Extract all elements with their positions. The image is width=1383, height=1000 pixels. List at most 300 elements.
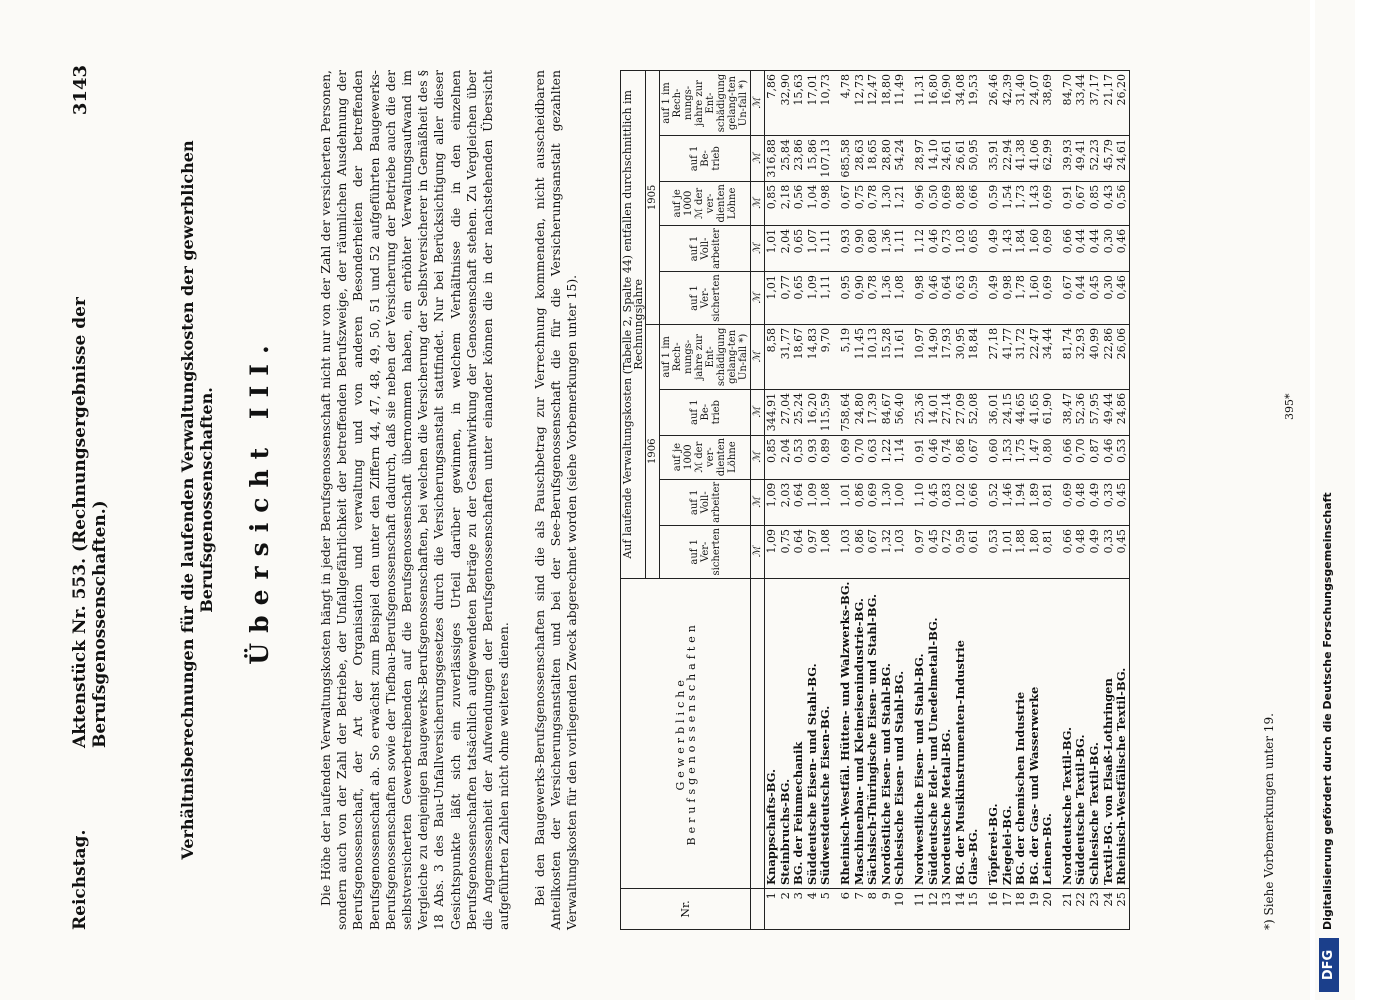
value-cell-1906-4: 27,14 — [940, 389, 954, 435]
value-cell-1906-5: 5,19 — [839, 324, 853, 389]
row-number: 3 — [792, 889, 806, 930]
value-cell-1906-2: 1,10 — [913, 479, 927, 525]
value-cell-1906-5: 14,83 — [806, 324, 820, 389]
value-cell-1905-3: 1,43 — [1028, 181, 1042, 225]
value-cell-1906-2: 1,08 — [819, 479, 833, 525]
value-cell-1905-4: 25,84 — [779, 136, 793, 182]
value-cell-1906-5: 18,67 — [792, 324, 806, 389]
row-number: 13 — [940, 889, 954, 930]
value-cell-1906-3: 0,63 — [866, 435, 880, 479]
value-cell-1905-4: 23,86 — [792, 136, 806, 182]
value-cell-1905-4: 28,63 — [853, 136, 867, 182]
col-header-1906-5: auf 1 im Rech-nungs-jahre zur Ent-schädigung gelang-ten Un-fall *) — [660, 324, 751, 389]
value-cell-1905-2: 0,66 — [1061, 225, 1075, 271]
value-cell-1906-4: 14,01 — [927, 389, 941, 435]
value-cell-1905-4: 24,61 — [1115, 136, 1129, 182]
value-cell-1906-1: 1,09 — [765, 525, 779, 578]
value-cell-1906-3: 0,60 — [987, 435, 1001, 479]
row-number: 2 — [779, 889, 793, 930]
value-cell-1906-2: 0,33 — [1102, 479, 1116, 525]
value-cell-1905-3: 1,54 — [1001, 181, 1015, 225]
value-cell-1906-4: 52,08 — [967, 389, 981, 435]
value-cell-1905-4: 28,80 — [880, 136, 894, 182]
col-header-1906-1: auf 1 Ver-sicherten — [660, 525, 751, 578]
value-cell-1905-2: 1,43 — [1001, 225, 1015, 271]
value-cell-1905-1: 0,44 — [1074, 272, 1088, 325]
value-cell-1905-4: 107,13 — [819, 136, 833, 182]
value-cell-1905-1: 1,08 — [893, 272, 907, 325]
row-number: 20 — [1041, 889, 1055, 930]
value-cell-1906-2: 0,66 — [967, 479, 981, 525]
value-cell-1906-2: 1,89 — [1028, 479, 1042, 525]
value-cell-1906-3: 0,70 — [1074, 435, 1088, 479]
value-cell-1905-2: 0,65 — [792, 225, 806, 271]
table-row — [806, 71, 820, 930]
value-cell-1905-5: 16,90 — [940, 71, 954, 136]
value-cell-1905-5: 21,17 — [1102, 71, 1116, 136]
value-cell-1905-3: 0,69 — [1041, 181, 1055, 225]
row-number: 18 — [1014, 889, 1028, 930]
value-cell-1905-3: 0,66 — [967, 181, 981, 225]
value-cell-1906-3: 1,14 — [893, 435, 907, 479]
table-row — [1014, 71, 1028, 930]
value-cell-1906-5: 10,13 — [866, 324, 880, 389]
row-number: 12 — [927, 889, 941, 930]
row-name: Süddeutsche Edel- und Unedelmetall-BG. — [927, 578, 941, 888]
value-cell-1906-3: 1,75 — [1014, 435, 1028, 479]
table-row — [1102, 71, 1116, 930]
value-cell-1906-3: 0,67 — [967, 435, 981, 479]
col-header-1906-2: auf 1 Voll-arbeiter — [660, 479, 751, 525]
row-number: 24 — [1102, 889, 1116, 930]
value-cell-1906-1: 0,97 — [913, 525, 927, 578]
value-cell-1905-4: 52,23 — [1088, 136, 1102, 182]
value-cell-1905-3: 0,96 — [913, 181, 927, 225]
value-cell-1906-5: 8,58 — [765, 324, 779, 389]
value-cell-1906-3: 0,80 — [1041, 435, 1055, 479]
row-number: 19 — [1028, 889, 1042, 930]
value-cell-1905-5: 33,44 — [1074, 71, 1088, 136]
value-cell-1905-5: 32,90 — [779, 71, 793, 136]
table-row — [893, 71, 907, 930]
value-cell-1906-2: 1,30 — [880, 479, 894, 525]
value-cell-1906-3: 1,53 — [1001, 435, 1015, 479]
row-number: 1 — [765, 889, 779, 930]
unit-1906-4: ℳ — [751, 389, 765, 435]
row-name: Rheinisch-Westfäl. Hütten- und Walzwerks-BG. — [839, 578, 853, 888]
col-header-1905-2: auf 1 Voll-arbeiter — [660, 225, 751, 271]
value-cell-1906-3: 2,04 — [779, 435, 793, 479]
value-cell-1905-5: 4,78 — [839, 71, 853, 136]
table-subtitle: Übersicht III. — [245, 335, 274, 665]
value-cell-1905-5: 26,46 — [987, 71, 1001, 136]
col-header-1905-3: auf je 1000 ℳ der ver-dienten Löhne — [660, 181, 751, 225]
value-cell-1905-4: 316,88 — [765, 136, 779, 182]
col-name-header-bottom: Berufsgenossenschaften — [684, 621, 698, 846]
value-cell-1905-1: 0,98 — [1001, 272, 1015, 325]
table-row — [866, 71, 880, 930]
value-cell-1906-1: 0,45 — [1115, 525, 1129, 578]
value-cell-1906-5: 41,77 — [1001, 324, 1015, 389]
table-row — [1061, 71, 1075, 930]
value-cell-1905-1: 0,90 — [853, 272, 867, 325]
value-cell-1906-4: 38,47 — [1061, 389, 1075, 435]
value-cell-1905-2: 0,80 — [866, 225, 880, 271]
value-cell-1905-3: 2,18 — [779, 181, 793, 225]
value-cell-1906-1: 1,03 — [839, 525, 853, 578]
value-cell-1906-1: 0,48 — [1074, 525, 1088, 578]
value-cell-1906-4: 57,95 — [1088, 389, 1102, 435]
table-row — [765, 71, 779, 930]
value-cell-1906-2: 0,81 — [1041, 479, 1055, 525]
dfg-logo: DFG — [1319, 938, 1339, 992]
value-cell-1906-2: 1,46 — [1001, 479, 1015, 525]
value-cell-1906-5: 22,47 — [1028, 324, 1042, 389]
value-cell-1905-2: 1,01 — [765, 225, 779, 271]
header-page-number: 3143 — [70, 65, 91, 116]
value-cell-1905-5: 16,80 — [927, 71, 941, 136]
value-cell-1905-3: 0,56 — [792, 181, 806, 225]
value-cell-1905-5: 7,86 — [765, 71, 779, 136]
unit-1906-2: ℳ — [751, 479, 765, 525]
value-cell-1906-3: 0,87 — [1088, 435, 1102, 479]
value-cell-1905-4: 22,94 — [1001, 136, 1015, 182]
value-cell-1906-5: 11,45 — [853, 324, 867, 389]
value-cell-1905-2: 0,46 — [927, 225, 941, 271]
group-header: Auf laufende Verwaltungskosten (Tabelle 2, Spalte 44) entfallen durchschnittlich im Rechnungsjahre — [621, 71, 646, 579]
row-number: 23 — [1088, 889, 1102, 930]
value-cell-1906-2: 1,09 — [806, 479, 820, 525]
value-cell-1906-2: 1,01 — [839, 479, 853, 525]
value-cell-1906-5: 27,18 — [987, 324, 1001, 389]
value-cell-1906-2: 0,83 — [940, 479, 954, 525]
value-cell-1906-4: 49,44 — [1102, 389, 1116, 435]
value-cell-1906-4: 17,39 — [866, 389, 880, 435]
row-name: BG. der Gas- und Wasserwerke — [1028, 578, 1042, 888]
value-cell-1905-4: 41,06 — [1028, 136, 1042, 182]
value-cell-1906-4: 24,15 — [1001, 389, 1015, 435]
value-cell-1905-4: 41,38 — [1014, 136, 1028, 182]
row-number: 21 — [1061, 889, 1075, 930]
value-cell-1906-2: 0,49 — [1088, 479, 1102, 525]
value-cell-1906-3: 0,70 — [853, 435, 867, 479]
value-cell-1905-1: 1,60 — [1028, 272, 1042, 325]
value-cell-1905-2: 1,12 — [913, 225, 927, 271]
table-row — [880, 71, 894, 930]
row-name: Glas-BG. — [967, 578, 981, 888]
value-cell-1906-5: 31,72 — [1014, 324, 1028, 389]
value-cell-1906-2: 0,48 — [1074, 479, 1088, 525]
value-cell-1905-1: 0,95 — [839, 272, 853, 325]
value-cell-1905-2: 0,44 — [1088, 225, 1102, 271]
row-number: 5 — [819, 889, 833, 930]
value-cell-1905-2: 1,60 — [1028, 225, 1042, 271]
value-cell-1905-2: 0,73 — [940, 225, 954, 271]
row-name: Rheinisch-Westfälische Textil-BG. — [1115, 578, 1129, 888]
value-cell-1905-4: 26,61 — [954, 136, 968, 182]
unit-1905-5: ℳ — [751, 71, 765, 136]
value-cell-1905-1: 1,78 — [1014, 272, 1028, 325]
value-cell-1905-1: 0,63 — [954, 272, 968, 325]
section-title: Verhältnisberechnungen für die laufenden Verwaltungskosten der gewerblichen Berufsgenossenschaften. — [178, 140, 216, 860]
value-cell-1905-5: 19,53 — [967, 71, 981, 136]
value-cell-1905-3: 0,85 — [765, 181, 779, 225]
row-number: 4 — [806, 889, 820, 930]
value-cell-1905-3: 0,91 — [1061, 181, 1075, 225]
value-cell-1905-5: 26,20 — [1115, 71, 1129, 136]
value-cell-1906-5: 26,06 — [1115, 324, 1129, 389]
value-cell-1906-1: 1,03 — [893, 525, 907, 578]
value-cell-1905-2: 0,93 — [839, 225, 853, 271]
table-row — [792, 71, 806, 930]
value-cell-1905-3: 0,75 — [853, 181, 867, 225]
value-cell-1905-3: 0,85 — [1088, 181, 1102, 225]
table-row — [1074, 71, 1088, 930]
value-cell-1906-4: 84,67 — [880, 389, 894, 435]
value-cell-1906-1: 0,97 — [806, 525, 820, 578]
value-cell-1905-5: 24,07 — [1028, 71, 1042, 136]
value-cell-1906-1: 0,86 — [853, 525, 867, 578]
value-cell-1905-4: 14,10 — [927, 136, 941, 182]
value-cell-1905-5: 18,80 — [880, 71, 894, 136]
value-cell-1906-4: 27,04 — [779, 389, 793, 435]
row-name: Steinbruchs-BG. — [779, 578, 793, 888]
row-name: Sächsisch-Thüringische Eisen- und Stahl-BG. — [866, 578, 880, 888]
value-cell-1906-1: 0,64 — [792, 525, 806, 578]
row-name: Knappschafts-BG. — [765, 578, 779, 888]
value-cell-1906-3: 0,46 — [927, 435, 941, 479]
value-cell-1905-1: 0,59 — [967, 272, 981, 325]
col-nr-header: Nr. — [621, 889, 751, 930]
table-row — [1028, 71, 1042, 930]
value-cell-1905-5: 12,47 — [866, 71, 880, 136]
table-row — [1001, 71, 1015, 930]
value-cell-1906-4: 41,65 — [1028, 389, 1042, 435]
value-cell-1905-1: 0,46 — [1115, 272, 1129, 325]
value-cell-1905-4: 39,93 — [1061, 136, 1075, 182]
value-cell-1906-5: 81,74 — [1061, 324, 1075, 389]
value-cell-1906-1: 1,88 — [1014, 525, 1028, 578]
value-cell-1906-3: 0,93 — [806, 435, 820, 479]
value-cell-1906-5: 32,93 — [1074, 324, 1088, 389]
value-cell-1906-3: 1,47 — [1028, 435, 1042, 479]
row-name: Nordwestliche Eisen- und Stahl-BG. — [913, 578, 927, 888]
col-header-1906-3: auf je 1000 ℳ der ver-dienten Löhne — [660, 435, 751, 479]
row-number: 16 — [987, 889, 1001, 930]
row-number: 17 — [1001, 889, 1015, 930]
value-cell-1905-2: 0,49 — [987, 225, 1001, 271]
value-cell-1905-3: 0,56 — [1115, 181, 1129, 225]
table-row — [913, 71, 927, 930]
value-cell-1906-5: 18,84 — [967, 324, 981, 389]
value-cell-1905-4: 685,58 — [839, 136, 853, 182]
value-cell-1906-1: 0,53 — [987, 525, 1001, 578]
value-cell-1905-5: 10,73 — [819, 71, 833, 136]
value-cell-1905-4: 49,41 — [1074, 136, 1088, 182]
value-cell-1906-4: 758,64 — [839, 389, 853, 435]
value-cell-1905-1: 0,69 — [1041, 272, 1055, 325]
value-cell-1906-1: 0,49 — [1088, 525, 1102, 578]
paragraph-intro: Die Höhe der laufenden Verwaltungskosten hängt in jeder Berufsgenossenschaft nicht nur von der Zahl der versicherten Personen, sondern auch von der Zahl der Betriebe, der Unfallgefährlichkeit der betreffenden Berufszweige, der räumlichen Ausdehnung der Berufsgenossenschaft, der Art der Organisation und verwaltung und von anderen Besonderheiten der betreffenden Berufsgenossenschaft ab. So erwächst zum Beispiel den unter den Ziffern 44, 47, 48, 49, 50, 51 und 52 aufgeführten Baugewerks-Berufsgenossenschaften sowie der Tiefbau-Berufsgenossenschaft dadurch, daß sie neben der Versicherung der Betriebe auch die der selbstversicherten Gewerbetreibenden auf die Berufsgenossenschaft übernommen haben, ein erhöhter Verwaltungsaufwand im Vergleiche zu denjenigen Baugewerks-Berufsgenossenschaften, bei welchen die Versicherung der Selbstversicherer in Gemäßheit des § 18 Abs. 3 des Bau-Unfallversicherungsgesetzes durch die Versicherungsanstalt stattfindet. Nur bei Berücksichtigung aller dieser Gesichtspunkte läßt sich ein zuverlässiges Urteil darüber gewinnen, in welchem Verhältnisse die in den einzelnen Berufsgenossenschaften tatsächlich aufgewendeten Beträge zu der Gesamtwirkung der Genossenschaft stehen. Zu Vergleichen über die Angemessenheit der Aufwendungen der Berufsgenossenschaften unter einander können die in der nachstehenden Übersicht aufgeführten Zahlen nicht ohne weiteres dienen. — [318, 70, 512, 930]
value-cell-1905-2: 0,69 — [1041, 225, 1055, 271]
value-cell-1906-2: 0,86 — [853, 479, 867, 525]
footnote: *) Siehe Vorbemerkungen unter 19. — [1262, 713, 1276, 930]
value-cell-1906-2: 2,03 — [779, 479, 793, 525]
page-header — [70, 65, 110, 930]
row-number: 22 — [1074, 889, 1088, 930]
value-cell-1905-2: 1,07 — [806, 225, 820, 271]
table-row — [1115, 71, 1129, 930]
cost-table — [620, 70, 1130, 930]
value-cell-1905-3: 0,78 — [866, 181, 880, 225]
row-number: 10 — [893, 889, 907, 930]
side-strip — [1315, 0, 1355, 1000]
value-cell-1906-5: 22,86 — [1102, 324, 1116, 389]
value-cell-1906-2: 1,94 — [1014, 479, 1028, 525]
value-cell-1906-1: 0,45 — [927, 525, 941, 578]
unit-1906-1: ℳ — [751, 525, 765, 578]
value-cell-1906-4: 44,65 — [1014, 389, 1028, 435]
table-row — [927, 71, 941, 930]
row-name: Schlesische Eisen- und Stahl-BG. — [893, 578, 907, 888]
value-cell-1905-3: 1,21 — [893, 181, 907, 225]
row-name: Südwestdeutsche Eisen-BG. — [819, 578, 833, 888]
value-cell-1906-1: 0,33 — [1102, 525, 1116, 578]
value-cell-1905-1: 0,49 — [987, 272, 1001, 325]
value-cell-1905-3: 0,59 — [987, 181, 1001, 225]
value-cell-1906-3: 0,91 — [913, 435, 927, 479]
value-cell-1905-2: 1,03 — [954, 225, 968, 271]
paragraph-note: Bei den Baugewerks-Berufsgenossenschaften sind die als Pauschbetrag zur Verrechnung kommenden, nicht ausscheidbaren Anteilkosten der Versicherungsanstalten und bei der See-Berufsgenossenschaft die für die Versicherungsanstalt gezahlten Verwaltungskosten für den vorliegenden Zweck abgerechnet worden (siehe Vorbemerkungen unter 15). — [532, 70, 580, 930]
page-number: 395* — [1283, 393, 1296, 420]
row-number: 7 — [853, 889, 867, 930]
value-cell-1905-4: 45,79 — [1102, 136, 1116, 182]
table-row — [853, 71, 867, 930]
value-cell-1905-4: 15,86 — [806, 136, 820, 182]
table-row — [839, 71, 853, 930]
value-cell-1905-4: 18,65 — [866, 136, 880, 182]
value-cell-1906-1: 0,67 — [866, 525, 880, 578]
value-cell-1905-2: 1,36 — [880, 225, 894, 271]
value-cell-1905-2: 0,44 — [1074, 225, 1088, 271]
value-cell-1906-1: 1,32 — [880, 525, 894, 578]
value-cell-1905-4: 50,95 — [967, 136, 981, 182]
table-row — [940, 71, 954, 930]
value-cell-1905-4: 28,97 — [913, 136, 927, 182]
value-cell-1906-3: 0,74 — [940, 435, 954, 479]
value-cell-1905-5: 84,70 — [1061, 71, 1075, 136]
table-row — [967, 71, 981, 930]
row-number: 6 — [839, 889, 853, 930]
col-header-1906-4: auf 1 Be-trieb — [660, 389, 751, 435]
value-cell-1905-3: 1,04 — [806, 181, 820, 225]
value-cell-1906-4: 56,40 — [893, 389, 907, 435]
value-cell-1905-5: 42,39 — [1001, 71, 1015, 136]
row-name: Maschinenbau- und Kleineisenindustrie-BG. — [853, 578, 867, 888]
row-name: Süddeutsche Textil-BG. — [1074, 578, 1088, 888]
row-name: Norddeutsche Textil-BG. — [1061, 578, 1075, 888]
value-cell-1905-1: 1,36 — [880, 272, 894, 325]
value-cell-1906-1: 1,80 — [1028, 525, 1042, 578]
value-cell-1905-2: 2,04 — [779, 225, 793, 271]
value-cell-1905-1: 0,30 — [1102, 272, 1116, 325]
digitization-credit: Digitalisierung gefördert durch die Deutsche Forschungsgemeinschaft — [1321, 492, 1334, 930]
row-name: Nordöstliche Eisen- und Stahl-BG. — [880, 578, 894, 888]
value-cell-1905-1: 0,46 — [927, 272, 941, 325]
value-cell-1906-3: 0,53 — [792, 435, 806, 479]
value-cell-1905-1: 0,65 — [792, 272, 806, 325]
value-cell-1906-5: 14,90 — [927, 324, 941, 389]
value-cell-1905-3: 0,88 — [954, 181, 968, 225]
value-cell-1905-5: 38,69 — [1041, 71, 1055, 136]
value-cell-1906-2: 1,09 — [765, 479, 779, 525]
value-cell-1906-4: 25,24 — [792, 389, 806, 435]
value-cell-1906-1: 0,66 — [1061, 525, 1075, 578]
value-cell-1905-3: 1,73 — [1014, 181, 1028, 225]
value-cell-1906-4: 61,90 — [1041, 389, 1055, 435]
value-cell-1906-5: 34,44 — [1041, 324, 1055, 389]
row-number: 25 — [1115, 889, 1129, 930]
row-name: Textil-BG. von Elsaß-Lothringen — [1102, 578, 1116, 888]
row-number: 15 — [967, 889, 981, 930]
value-cell-1905-1: 0,64 — [940, 272, 954, 325]
unit-1905-1: ℳ — [751, 272, 765, 325]
row-name: Nordeutsche Metall-BG. — [940, 578, 954, 888]
value-cell-1905-5: 11,31 — [913, 71, 927, 136]
value-cell-1906-3: 0,53 — [1115, 435, 1129, 479]
value-cell-1906-2: 0,45 — [1115, 479, 1129, 525]
value-cell-1906-1: 0,81 — [1041, 525, 1055, 578]
table-row — [987, 71, 1001, 930]
header-center: Aktenstück Nr. 553. (Rechnungsergebnisse der Berufsgenossenschaften.) — [70, 297, 110, 748]
value-cell-1906-4: 115,59 — [819, 389, 833, 435]
value-cell-1905-5: 31,40 — [1014, 71, 1028, 136]
value-cell-1906-5: 10,97 — [913, 324, 927, 389]
value-cell-1905-1: 0,67 — [1061, 272, 1075, 325]
value-cell-1905-1: 1,11 — [819, 272, 833, 325]
col-header-1905-5: auf 1 im Rech-nungs-jahre zur Ent-schädigung gelang-ten Un-fall *) — [660, 71, 751, 136]
value-cell-1906-1: 0,59 — [954, 525, 968, 578]
value-cell-1905-2: 0,90 — [853, 225, 867, 271]
table-row — [779, 71, 793, 930]
value-cell-1905-2: 1,84 — [1014, 225, 1028, 271]
value-cell-1905-4: 62,99 — [1041, 136, 1055, 182]
value-cell-1906-4: 24,80 — [853, 389, 867, 435]
value-cell-1906-2: 1,02 — [954, 479, 968, 525]
col-name-header-top: Gewerbliche — [673, 676, 687, 791]
value-cell-1905-2: 0,30 — [1102, 225, 1116, 271]
table-row — [1041, 71, 1055, 930]
value-cell-1906-3: 0,86 — [954, 435, 968, 479]
value-cell-1905-2: 0,65 — [967, 225, 981, 271]
value-cell-1906-5: 40,99 — [1088, 324, 1102, 389]
value-cell-1906-4: 25,36 — [913, 389, 927, 435]
unit-empty-nr — [751, 889, 765, 930]
unit-row — [751, 71, 765, 930]
value-cell-1906-4: 344,91 — [765, 389, 779, 435]
value-cell-1905-5: 17,01 — [806, 71, 820, 136]
value-cell-1905-5: 15,63 — [792, 71, 806, 136]
value-cell-1906-4: 16,20 — [806, 389, 820, 435]
value-cell-1906-3: 0,46 — [1102, 435, 1116, 479]
value-cell-1906-3: 0,85 — [765, 435, 779, 479]
value-cell-1906-4: 27,09 — [954, 389, 968, 435]
value-cell-1906-1: 0,61 — [967, 525, 981, 578]
value-cell-1906-2: 0,69 — [866, 479, 880, 525]
value-cell-1905-1: 1,09 — [806, 272, 820, 325]
row-number: 9 — [880, 889, 894, 930]
row-number: 11 — [913, 889, 927, 930]
